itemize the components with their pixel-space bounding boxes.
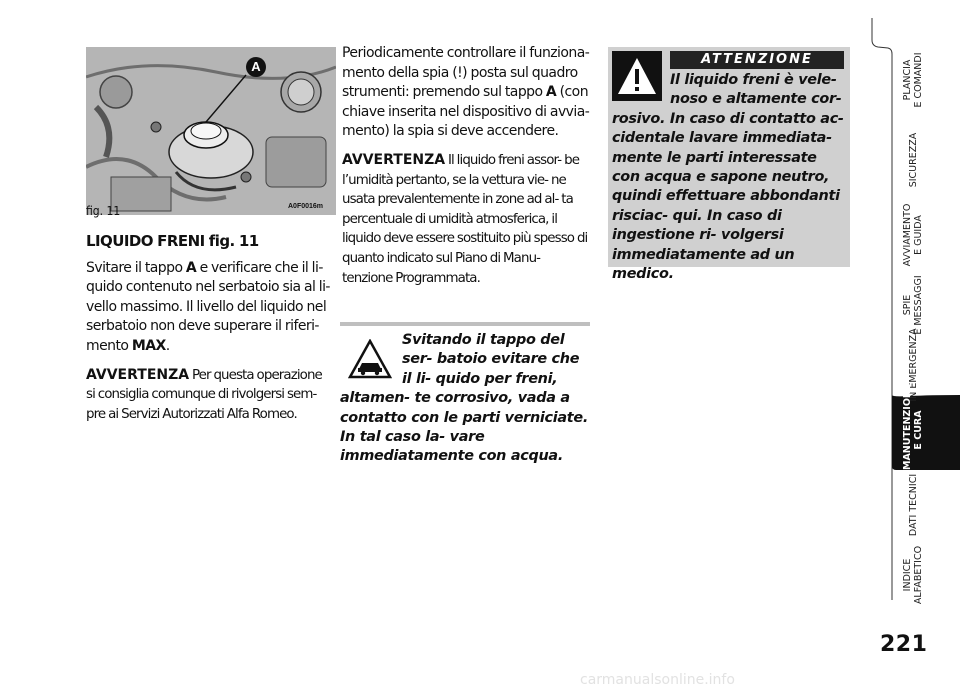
middle-column — [342, 44, 590, 288]
brake-fluid-figure — [86, 47, 336, 215]
side-tab-6[interactable] — [908, 465, 920, 545]
note-label: AVVERTENZA — [342, 151, 446, 168]
engine-bay-illustration — [86, 47, 336, 215]
text-run-bold: MAX — [131, 337, 166, 354]
left-note — [86, 366, 332, 425]
text-run: (con chiave inserita nel dispositivo di avvia- mento) la spia si deve accendere. — [342, 84, 590, 140]
side-tab-5[interactable] — [902, 383, 926, 470]
text-run-bold: A — [185, 259, 197, 276]
text-run: posta sul quadro strumenti: premendo sul tappo — [342, 64, 578, 101]
note-label: AVVERTENZA — [86, 366, 190, 383]
page-number: 221 — [880, 632, 928, 657]
side-tab-2[interactable] — [902, 195, 926, 275]
attention-text: Il liquido freni è vele- noso e altamente cor- rosivo. In caso di contatto ac- cidentale lavare immediata- mente le parti interessate con acqua e sapone neutro, quindi effettuare abbondanti risciac- qui. In caso di ingestione ri- volgersi immediatamente ad un medico. — [612, 72, 844, 283]
text-run: Periodicamente controllare il funziona- mento della spia — [342, 45, 590, 81]
side-tab-label: E GUIDA — [913, 215, 924, 255]
note-text: Per questa operazione si consiglia comunque di rivolgersi sem- pre ai Servizi Autorizzati Alfa Romeo. — [86, 367, 322, 422]
side-tab-1[interactable] — [908, 120, 920, 200]
side-tab-label: AVVIAMENTO — [902, 203, 913, 267]
side-tab-label: E COMANDI — [913, 52, 924, 108]
caution-bar — [340, 322, 590, 326]
section-heading: LIQUIDO FRENI fig. 11 — [86, 232, 259, 250]
side-tab-label: E CURA — [913, 410, 924, 450]
warning-light-icon: (!) — [452, 64, 468, 81]
side-tab-strip — [870, 0, 960, 692]
middle-paragraph — [342, 44, 590, 142]
side-tab-label: ALFABETICO — [913, 545, 924, 605]
side-tab-label: DATI TECNICI — [908, 473, 919, 537]
middle-note — [342, 151, 590, 288]
note-text: Il liquido freni assor- be l’umidità pertanto, se la vettura vie- ne usata prevalentemente in zone ad al- ta percentuale di umidità atmosferica, il liquido deve essere sostituito più spesso di quanto indicato sul Piano di Manu- tenzione Programmata. — [342, 152, 588, 286]
caution-box — [340, 322, 590, 467]
side-tab-7[interactable] — [902, 535, 926, 615]
side-tab-label: INDICE — [902, 558, 913, 592]
watermark: carmanualsonline.info — [580, 672, 735, 688]
side-tab-0[interactable] — [902, 40, 926, 120]
car-caution-icon — [348, 339, 392, 379]
left-column — [86, 232, 332, 424]
side-tab-label: IN EMERGENZA — [908, 328, 919, 402]
text-run: e verificare che il li- quido contenuto nel serbatoio sia al li- vello massimo. Il livello del liquido nel serbatoio non deve superare il riferi- mento — [86, 259, 330, 354]
side-tab-label: E MESSAGGI — [913, 275, 924, 335]
figure-code: A0F0016m — [288, 203, 324, 210]
side-tab-label: PLANCIA — [902, 59, 913, 101]
callout-a-badge: A — [246, 57, 266, 77]
side-tab-label: MANUTENZIONE — [902, 383, 913, 470]
attention-box — [608, 47, 850, 283]
caution-text: Svitando il tappo del ser- batoio evitare che il li- quido per freni, altamen- te corrosivo, vada a contatto con le parti verniciate. In tal caso la- vare immediatamente con acqua. — [340, 332, 589, 465]
warning-triangle-icon — [612, 51, 662, 101]
figure-label: fig. 11 — [86, 204, 121, 218]
attention-title: ATTENZIONE — [670, 51, 844, 69]
text-run: . — [165, 337, 170, 354]
text-run-bold: A — [545, 84, 557, 101]
side-tab-label: SICUREZZA — [908, 132, 919, 188]
side-tab-label: SPIE — [902, 294, 913, 316]
text-run: Svitare il tappo — [86, 259, 186, 276]
left-paragraph — [86, 259, 332, 357]
